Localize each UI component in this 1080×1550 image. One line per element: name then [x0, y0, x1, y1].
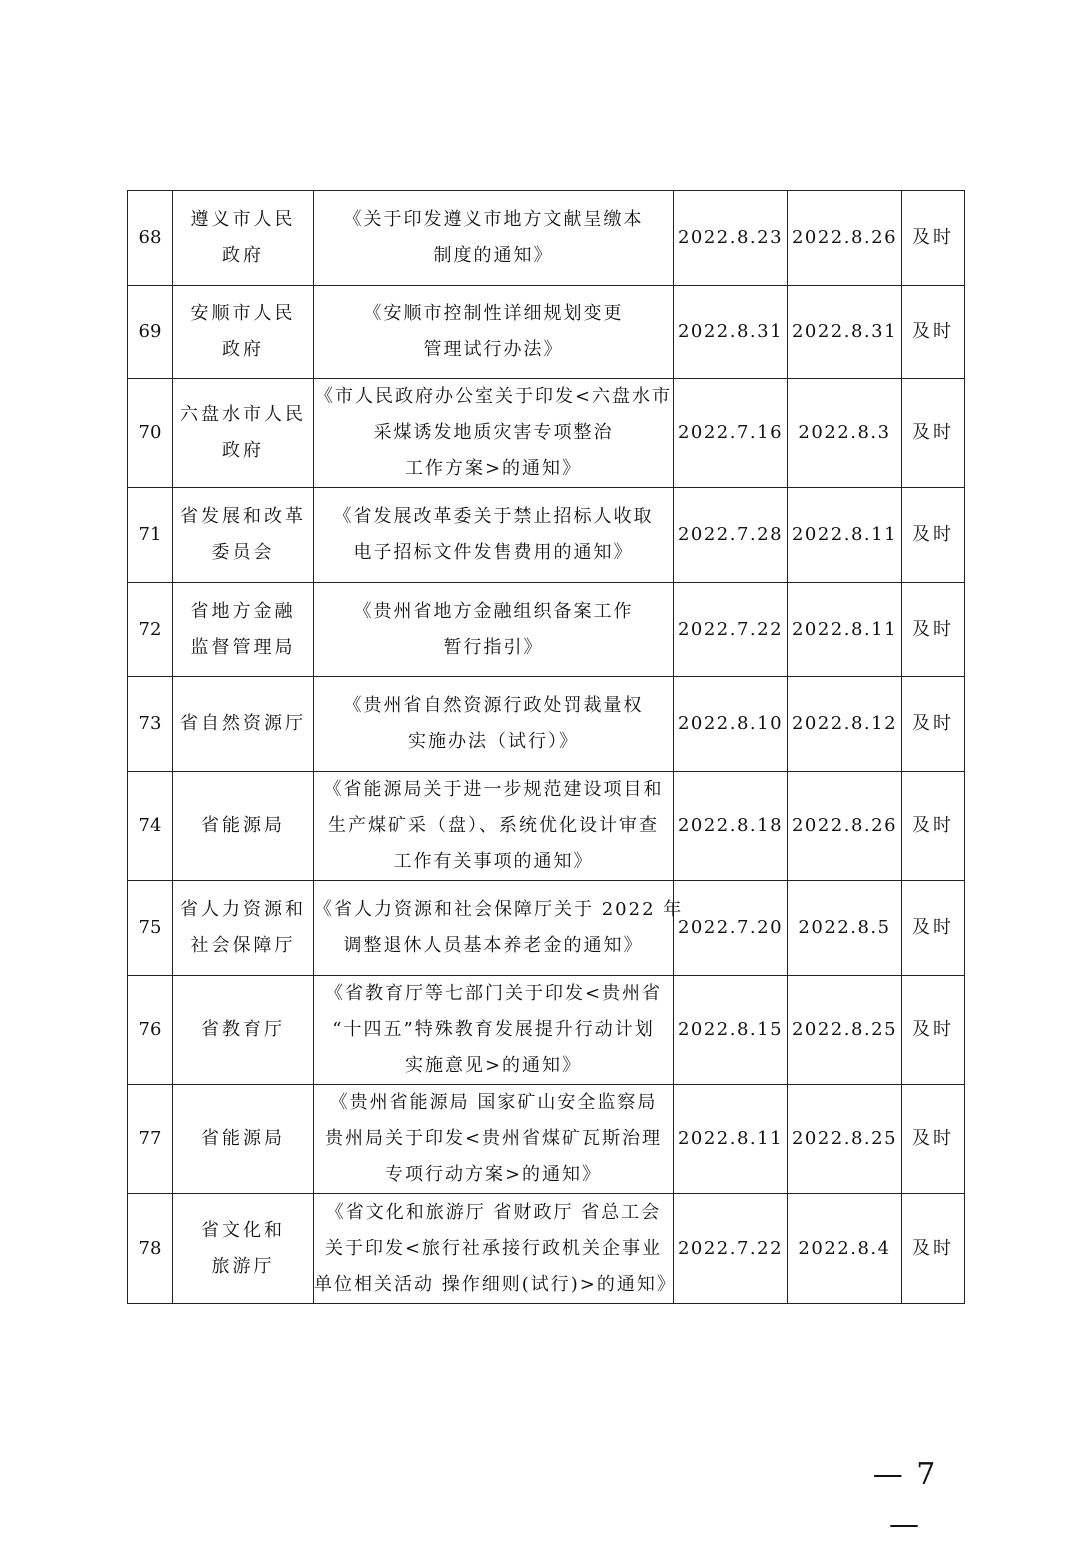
- document-title-cell-line: 制度的通知》: [433, 245, 554, 266]
- filing-date-cell: 2022.8.31: [788, 286, 902, 379]
- status-cell: 及时: [902, 976, 965, 1085]
- table-row: [128, 488, 965, 583]
- document-title-cell-line: 调整退休人员基本养老金的通知》: [343, 935, 644, 956]
- document-title-cell-line: 实施办法（试行）》: [408, 731, 579, 752]
- table-row: [128, 379, 965, 488]
- table-row: [128, 772, 965, 881]
- document-title-cell-line: 《省发展改革委关于禁止招标人收取: [333, 506, 654, 527]
- table-row: [128, 881, 965, 976]
- table-row: [128, 677, 965, 772]
- status-cell: 及时: [902, 488, 965, 583]
- unit-cell: [173, 1085, 314, 1194]
- document-title-cell-line: 工作方案>的通知》: [404, 458, 583, 479]
- table-row: [128, 1194, 965, 1304]
- status-cell: 及时: [902, 1085, 965, 1194]
- row-number-cell: 72: [128, 583, 173, 677]
- document-title-cell-line: 生产煤矿采（盘）、系统优化设计审查: [328, 815, 659, 836]
- document-title-cell-line: 《省能源局关于进一步规范建设项目和: [323, 779, 664, 800]
- document-title-cell: [314, 286, 674, 379]
- document-title-cell-line: 关于印发<旅行社承接行政机关企事业: [324, 1237, 663, 1259]
- unit-cell-line: 遵义市人民: [190, 209, 296, 230]
- status-cell: 及时: [902, 677, 965, 772]
- document-title-cell-line: 《关于印发遵义市地方文献呈缴本: [343, 209, 644, 230]
- unit-cell-line: 省发展和改革: [180, 506, 306, 527]
- unit-cell-line: 省能源局: [201, 1128, 285, 1149]
- issue-date-cell: 2022.7.16: [674, 379, 788, 488]
- issue-date-cell: 2022.8.10: [674, 677, 788, 772]
- document-title-cell-line: 《贵州省能源局 国家矿山安全监察局: [329, 1092, 658, 1113]
- unit-cell-line: 委员会: [211, 542, 275, 563]
- unit-cell-line: 省人力资源和: [180, 899, 306, 920]
- unit-cell-line: 安顺市人民: [190, 303, 296, 324]
- row-number-cell: 68: [128, 191, 173, 286]
- status-cell: 及时: [902, 1194, 965, 1304]
- row-number-cell: 78: [128, 1194, 173, 1304]
- unit-cell-line: 监督管理局: [190, 636, 296, 658]
- document-title-cell: [314, 1085, 674, 1194]
- unit-cell-line: 省地方金融: [190, 600, 296, 622]
- unit-cell-line: 政府: [222, 339, 264, 360]
- filing-date-cell: 2022.8.3: [788, 379, 902, 488]
- filing-date-cell: 2022.8.11: [788, 488, 902, 583]
- unit-cell: [173, 379, 314, 488]
- unit-cell: [173, 976, 314, 1085]
- document-title-cell: [314, 583, 674, 677]
- filing-date-cell: 2022.8.26: [788, 772, 902, 881]
- document-title-cell-line: 管理试行办法》: [423, 339, 564, 360]
- document-table: [127, 190, 965, 1304]
- issue-date-cell: 2022.7.20: [674, 881, 788, 976]
- table-row: [128, 191, 965, 286]
- document-title-cell-line: 实施意见>的通知》: [404, 1055, 583, 1076]
- issue-date-cell: 2022.7.28: [674, 488, 788, 583]
- filing-date-cell: 2022.8.11: [788, 583, 902, 677]
- issue-date-cell: 2022.8.31: [674, 286, 788, 379]
- document-title-cell: [314, 379, 674, 488]
- document-title-cell-line: 《贵州省自然资源行政处罚裁量权: [343, 695, 644, 716]
- unit-cell-line: 省能源局: [201, 815, 285, 836]
- document-title-cell-line: 专项行动方案>的通知》: [384, 1164, 603, 1185]
- issue-date-cell: 2022.7.22: [674, 1194, 788, 1304]
- unit-cell-line: 旅游厅: [211, 1255, 275, 1277]
- document-title-cell-line: 《省文化和旅游厅 省财政厅 省总工会: [325, 1201, 662, 1223]
- document-title-cell: [314, 677, 674, 772]
- document-title-cell-line: 工作有关事项的通知》: [393, 851, 594, 872]
- table-row: [128, 583, 965, 677]
- document-title-cell-line: 暂行指引》: [443, 636, 544, 658]
- row-number-cell: 76: [128, 976, 173, 1085]
- document-title-cell-line: 《省教育厅等七部门关于印发<贵州省: [324, 983, 663, 1004]
- status-cell: 及时: [902, 191, 965, 286]
- row-number-cell: 70: [128, 379, 173, 488]
- unit-cell-line: 社会保障厅: [190, 935, 296, 956]
- document-title-cell-line: 《安顺市控制性详细规划变更: [363, 303, 624, 324]
- row-number-cell: 69: [128, 286, 173, 379]
- document-title-cell: [314, 1194, 677, 1304]
- document-title-cell-line: 贵州局关于印发<贵州省煤矿瓦斯治理: [324, 1128, 663, 1149]
- unit-cell-line: 政府: [222, 245, 264, 266]
- unit-cell: [173, 677, 314, 772]
- issue-date-cell: 2022.8.11: [674, 1085, 788, 1194]
- status-cell: 及时: [902, 286, 965, 379]
- issue-date-cell: 2022.8.18: [674, 772, 788, 881]
- document-title-cell: [314, 191, 674, 286]
- row-number-cell: 75: [128, 881, 173, 976]
- unit-cell: [173, 772, 314, 881]
- document-title-cell: [314, 881, 684, 976]
- document-title-cell-line: 《市人民政府办公室关于印发<六盘水市: [314, 386, 673, 407]
- issue-date-cell: 2022.8.15: [674, 976, 788, 1085]
- unit-cell: [173, 488, 314, 583]
- unit-cell: [173, 881, 314, 976]
- status-cell: 及时: [902, 881, 965, 976]
- issue-date-cell: 2022.7.22: [674, 583, 788, 677]
- filing-date-cell: 2022.8.26: [788, 191, 902, 286]
- document-title-cell-line: 单位相关活动 操作细则(试行)>的通知》: [314, 1273, 677, 1295]
- document-title-cell-line: 采煤诱发地质灾害专项整治: [373, 422, 614, 443]
- document-title-cell-line: “十四五”特殊教育发展提升行动计划: [332, 1019, 655, 1040]
- filing-date-cell: 2022.8.4: [788, 1194, 902, 1304]
- status-cell: 及时: [902, 583, 965, 677]
- filing-date-cell: 2022.8.25: [788, 976, 902, 1085]
- unit-cell-line: 政府: [222, 440, 264, 461]
- status-cell: 及时: [902, 772, 965, 881]
- unit-cell: [173, 191, 314, 286]
- unit-cell-line: 六盘水市人民: [180, 404, 306, 425]
- filing-date-cell: 2022.8.5: [788, 881, 902, 976]
- unit-cell: [173, 1194, 314, 1304]
- row-number-cell: 74: [128, 772, 173, 881]
- table-row: [128, 976, 965, 1085]
- unit-cell: [173, 286, 314, 379]
- document-title-cell-line: 电子招标文件发售费用的通知》: [353, 542, 634, 563]
- table-body: [128, 191, 965, 1304]
- document-title-cell-line: 《省人力资源和社会保障厅关于 2022 年: [314, 899, 684, 920]
- document-title-cell: [314, 976, 674, 1085]
- unit-cell-line: 省教育厅: [201, 1019, 285, 1040]
- document-title-cell: [314, 488, 674, 583]
- table-row: [128, 1085, 965, 1194]
- unit-cell-line: 省文化和: [201, 1219, 285, 1241]
- status-cell: 及时: [902, 379, 965, 488]
- filing-date-cell: 2022.8.25: [788, 1085, 902, 1194]
- issue-date-cell: 2022.8.23: [674, 191, 788, 286]
- document-title-cell-line: 《贵州省地方金融组织备案工作: [353, 600, 634, 622]
- unit-cell: [173, 583, 314, 677]
- row-number-cell: 77: [128, 1085, 173, 1194]
- row-number-cell: 71: [128, 488, 173, 583]
- filing-date-cell: 2022.8.12: [788, 677, 902, 772]
- document-title-cell: [314, 772, 674, 881]
- unit-cell-line: 省自然资源厅: [180, 713, 306, 734]
- row-number-cell: 73: [128, 677, 173, 772]
- page-number: — 7 —: [872, 1457, 938, 1542]
- table-row: [128, 286, 965, 379]
